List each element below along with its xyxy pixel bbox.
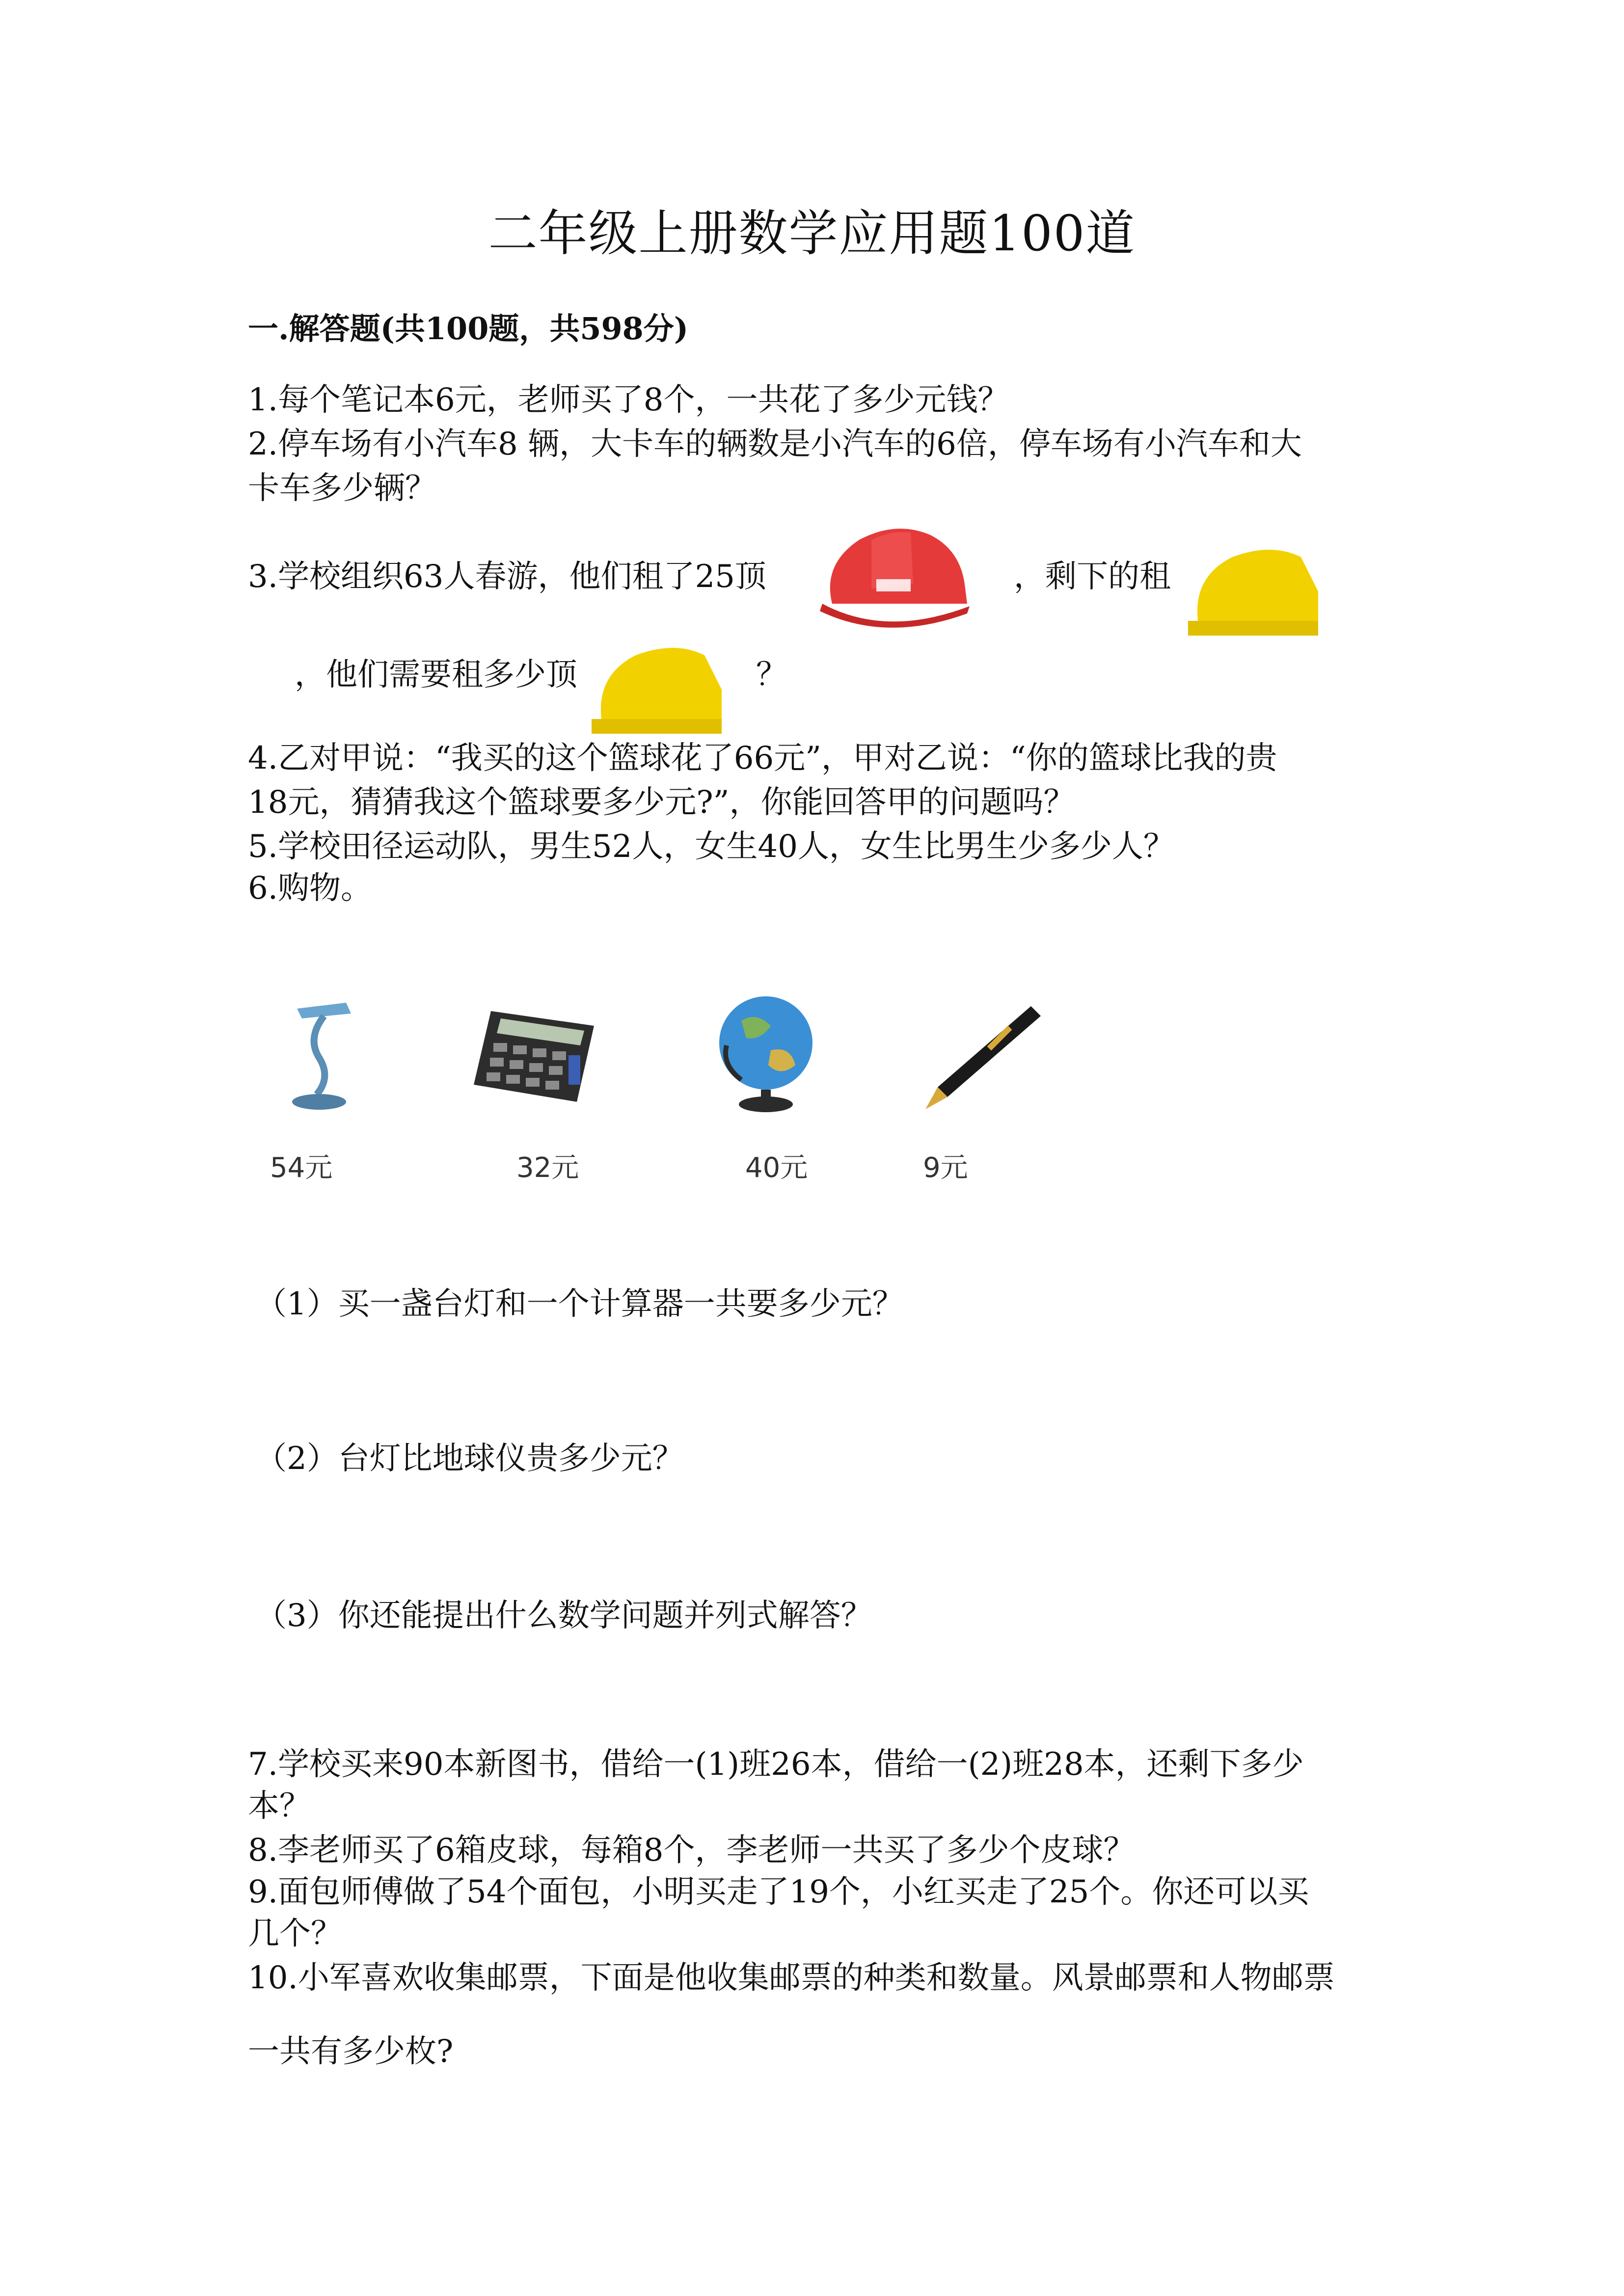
- calculator-icon: [471, 1006, 599, 1104]
- calculator-price: 32元: [516, 1152, 579, 1184]
- question-3-part-2: ，剩下的租: [1014, 559, 1171, 595]
- question-3-part-4: ？: [756, 657, 787, 693]
- question-6-sub-1: （1）买一盏台灯和一个计算器一共要多少元？: [255, 1286, 904, 1322]
- question-7-line-1: 7.学校买来90本新图书，借给一(1)班26本，借给一(2)班28本，还剩下多少: [248, 1746, 1304, 1783]
- question-2-line-2: 卡车多少辆？: [248, 470, 436, 507]
- question-10-line-1: 10.小军喜欢收集邮票，下面是他收集邮票的种类和数量。风景邮票和人物邮票: [248, 1960, 1335, 1996]
- globe-price: 40元: [745, 1152, 808, 1184]
- question-6: 6.购物。: [248, 870, 373, 907]
- question-2-line-1: 2.停车场有小汽车8 辆，大卡车的辆数是小汽车的6倍，停车场有小汽车和大: [248, 426, 1302, 462]
- section-heading: 一.解答题(共100题，共598分): [248, 311, 689, 347]
- red-cap-icon: [812, 510, 979, 638]
- question-1: 1.每个笔记本6元，老师买了8个，一共花了多少元钱？: [248, 382, 1009, 418]
- pen-icon: [918, 1004, 1046, 1112]
- question-6-sub-2: （2）台灯比地球仪贵多少元？: [255, 1441, 684, 1477]
- yellow-cap-icon: [1188, 537, 1321, 636]
- question-4-line-2: 18元，猜猜我这个篮球要多少元?”，你能回答甲的问题吗？: [248, 784, 1075, 821]
- desk-lamp-icon: [277, 999, 358, 1112]
- question-6-sub-3: （3）你还能提出什么数学问题并列式解答？: [255, 1598, 872, 1634]
- lamp-price: 54元: [270, 1152, 333, 1184]
- question-7-line-2: 本？: [248, 1788, 311, 1824]
- question-8: 8.李老师买了6箱皮球，每箱8个，李老师一共买了多少个皮球？: [248, 1832, 1135, 1869]
- pen-price: 9元: [923, 1152, 968, 1184]
- question-5: 5.学校田径运动队，男生52人，女生40人，女生比男生少多少人？: [248, 828, 1175, 865]
- question-9-line-1: 9.面包师傅做了54个面包，小明买走了19个，小红买走了25个。你还可以买: [248, 1874, 1309, 1910]
- question-3-part-3: ，他们需要租多少顶: [295, 657, 577, 693]
- page-title: 二年级上册数学应用题100道: [488, 205, 1136, 262]
- question-9-line-2: 几个？: [248, 1916, 342, 1952]
- question-10-line-2: 一共有多少枚?: [248, 2033, 454, 2070]
- globe-icon: [712, 991, 820, 1114]
- yellow-cap-icon: [592, 636, 724, 734]
- question-3-part-1: 3.学校组织63人春游，他们租了25顶: [248, 559, 766, 595]
- question-4-line-1: 4.乙对甲说：“我买的这个篮球花了66元”，甲对乙说：“你的篮球比我的贵: [248, 740, 1277, 776]
